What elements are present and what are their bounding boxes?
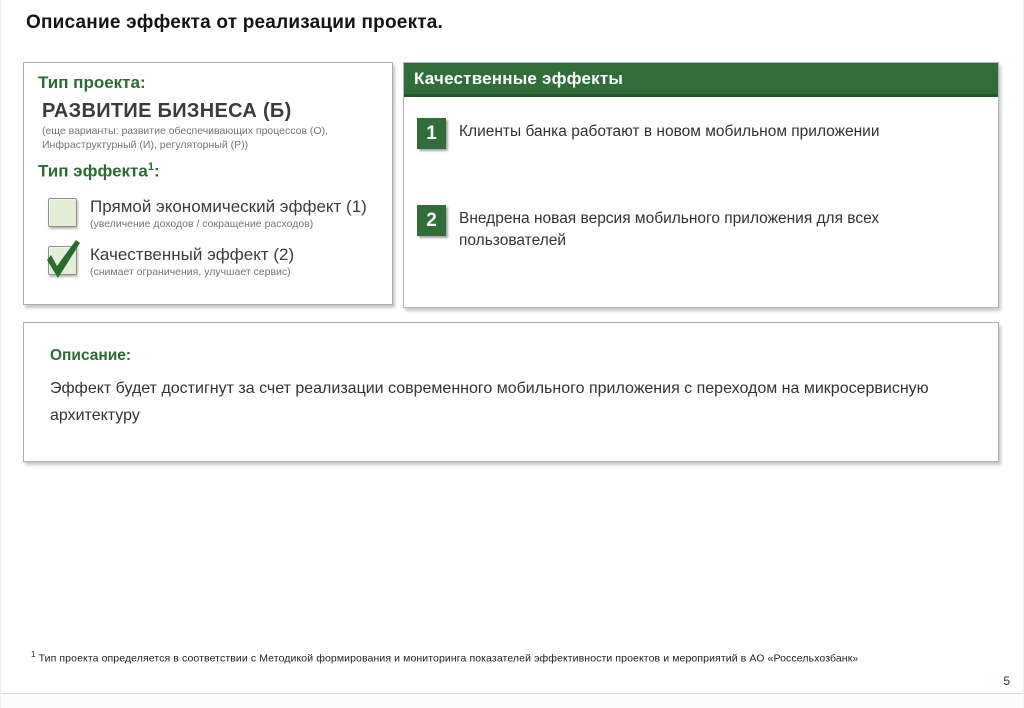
effect-option-texts — [90, 196, 367, 230]
effect-type-heading-colon: : — [153, 161, 160, 181]
project-type-panel — [23, 62, 393, 305]
effect-item-text: Внедрена новая версия мобильного приложения для всех пользователей — [459, 210, 880, 249]
effect-option-direct-economic — [48, 196, 378, 230]
effect-type-heading — [38, 161, 378, 182]
project-type-value: РАЗВИТИЕ БИЗНЕСА (Б) — [42, 100, 292, 122]
footnote-marker: 1 — [31, 650, 36, 659]
bottom-divider — [1, 693, 1023, 708]
effect-list-item — [404, 203, 998, 252]
page-title: Описание эффекта от реализации проекта. — [26, 12, 444, 33]
effect-option-qualitative — [48, 244, 378, 278]
description-panel — [23, 322, 999, 462]
checkbox-qualitative-checked[interactable] — [48, 246, 77, 275]
footnote-text: Тип проекта определяется в соответствии с Методикой формирования и мониторинга показателей эффективности проектов и мероприятий в АО «Россельхозбанк» — [35, 652, 859, 665]
effect-type-heading-footnote-marker: 1 — [147, 161, 154, 173]
effect-option-label: Прямой экономический эффект (1) — [90, 196, 367, 216]
project-type-note: (еще варианты: развитие обеспечивающих процессов (О), Инфраструктурный (И), регуляторный (Р)) — [42, 125, 329, 151]
effect-option-texts — [90, 244, 294, 278]
description-heading: Описание: — [50, 347, 132, 364]
checkbox-direct-economic[interactable] — [48, 198, 77, 227]
qualitative-effects-panel — [403, 62, 999, 308]
footnote — [31, 650, 858, 665]
qualitative-effects-header: Качественные эффекты — [404, 63, 998, 97]
effect-list-item — [404, 116, 998, 149]
checkmark-icon — [44, 238, 84, 280]
project-type-heading: Тип проекта: — [38, 73, 146, 92]
effect-option-note: (увеличение доходов / сокращение расходов) — [90, 217, 314, 230]
effect-number-badge: 2 — [417, 205, 446, 236]
description-text: Эффект будет достигнут за счет реализации современного мобильного приложения с переходом на микросервисную архитектуру — [50, 380, 929, 424]
page-number: 5 — [1003, 674, 1010, 688]
effect-option-note: (снимает ограничения, улучшает сервис) — [90, 265, 291, 278]
effect-type-heading-text: Тип эффекта — [38, 161, 148, 181]
effect-option-label: Качественный эффект (2) — [90, 244, 295, 264]
effect-item-text: Клиенты банка работают в новом мобильном приложении — [459, 123, 880, 140]
effect-number-badge: 1 — [417, 118, 446, 149]
